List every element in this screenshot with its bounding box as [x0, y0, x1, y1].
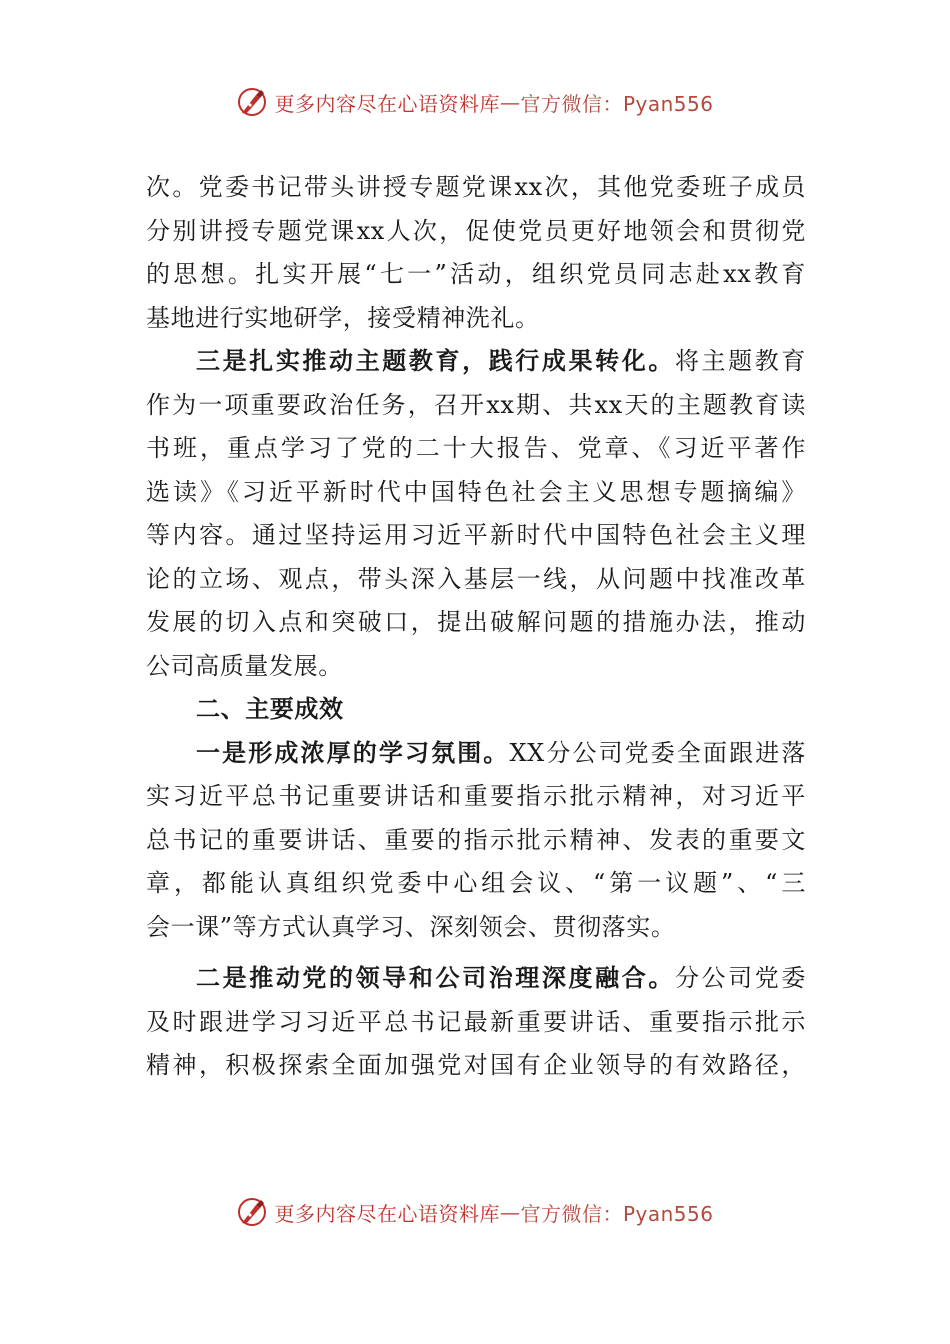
body-line: 作为一项重要政治任务，召开xx期、共xx天的主题教育读	[146, 390, 806, 419]
paragraph-lead-line	[146, 732, 806, 776]
paragraph-lead-rest: XX分公司党委全面跟进落	[509, 738, 807, 767]
paragraph-lead: 二是推动党的领导和公司治理深度融合。	[196, 964, 675, 992]
body-line: 等内容。通过坚持运用习近平新时代中国特色社会主义理	[146, 521, 806, 549]
paragraph-lead-rest: 分公司党委	[674, 964, 806, 992]
footer-banner	[0, 1192, 950, 1232]
body-line: 公司高质量发展。	[146, 651, 343, 680]
paragraph-lead: 三是扎实推动主题教育，践行成果转化。	[196, 347, 675, 375]
body-line: 章，都能认真组织党委中心组会议、“第一议题”、“三	[146, 869, 806, 897]
footer-dash: —	[499, 1200, 521, 1224]
header-dash: —	[499, 90, 521, 114]
header-banner	[0, 82, 950, 122]
body-line: 的思想。扎实开展“七一”活动，组织党员同志赴xx教育	[146, 260, 806, 288]
header-brand-text: 更多内容尽在心语资料库	[274, 91, 500, 116]
body-line: 基地进行实地研学，接受精神洗礼。	[146, 303, 540, 332]
body-line: 选读》《习近平新时代中国特色社会主义思想专题摘编》	[146, 477, 806, 506]
footer-wechat-text: 官方微信：Pyan556	[520, 1201, 714, 1226]
body-line: 发展的切入点和突破口，提出破解问题的措施办法，推动	[146, 608, 806, 636]
paragraph-lead-rest: 将主题教育	[674, 347, 806, 375]
header-wechat-text: 官方微信：Pyan556	[520, 91, 714, 116]
body-line: 分别讲授专题党课xx人次，促使党员更好地领会和贯彻党	[146, 216, 806, 245]
body-line: 总书记的重要讲话、重要的指示批示精神、发表的重要文	[146, 825, 806, 854]
paragraph-lead: 一是形成浓厚的学习氛围。	[196, 738, 510, 767]
pen-nib-logo-icon	[236, 86, 268, 118]
pen-nib-logo-icon	[236, 1196, 268, 1228]
section-heading: 二、主要成效	[196, 695, 344, 723]
body-line: 次。党委书记带头讲授专题党课xx次，其他党委班子成员	[146, 173, 806, 201]
body-line: 实习近平总书记重要讲话和重要指示批示精神，对习近平	[146, 782, 806, 810]
body-line: 精神，积极探索全面加强党对国有企业领导的有效路径，	[146, 1051, 806, 1079]
body-line: 会一课”等方式认真学习、深刻领会、贯彻落实。	[146, 912, 676, 941]
footer-brand-text: 更多内容尽在心语资料库	[274, 1201, 500, 1226]
paragraph-lead-line	[146, 957, 806, 1001]
body-line: 书班，重点学习了党的二十大报告、党章、《习近平著作	[146, 434, 806, 462]
paragraph-lead-line	[146, 340, 806, 384]
body-line: 及时跟进学习习近平总书记最新重要讲话、重要指示批示	[146, 1007, 806, 1036]
body-line: 论的立场、观点，带头深入基层一线，从问题中找准改革	[146, 564, 806, 593]
document-body	[146, 166, 806, 1088]
paragraph-gap	[146, 949, 806, 957]
